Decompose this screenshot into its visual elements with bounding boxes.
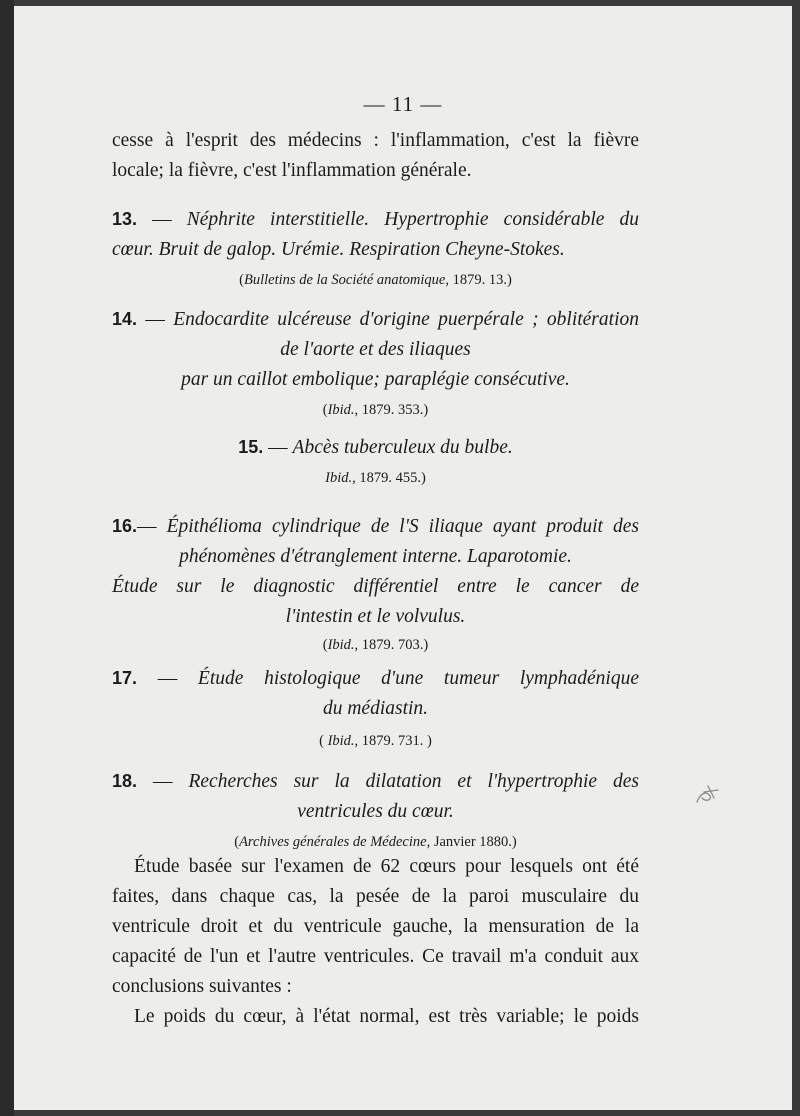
- reference-source: Ibid.: [327, 402, 355, 418]
- entry-number: 16.: [112, 516, 138, 536]
- entry-reference: (Ibid., 1879. 353.): [322, 402, 429, 418]
- entry-title-line: Étude sur le diagnostic différentiel entre le cancer de: [112, 576, 639, 597]
- entry-title-line: Abcès tuberculeux du bulbe.: [292, 437, 513, 458]
- entry-title-line: phénomènes d'étranglement interne. Laparotomie.: [179, 546, 572, 567]
- reference-source: Ibid.: [325, 470, 353, 486]
- pencil-mark-icon: [694, 782, 720, 806]
- entry-number: 13.: [112, 209, 138, 229]
- reference-source: Ibid.: [327, 637, 355, 653]
- entry-number: 15.: [238, 437, 264, 457]
- entry-title-line: Étude histologique d'une tumeur lymphadénique: [197, 668, 639, 689]
- entry-title-line: Endocardite ulcéreuse d'origine puerpérale ; oblitération: [173, 309, 639, 330]
- entry-number: 17.: [112, 668, 138, 688]
- body-line: faites, dans chaque cas, la pesée de la paroi musculaire du: [112, 886, 639, 907]
- entry-number: 18.: [112, 771, 138, 791]
- page-number: — 11 —: [363, 92, 443, 116]
- reference-source: Archives générales de Médecine: [239, 834, 427, 850]
- entry-title-line: Recherches sur la dilatation et l'hypertrophie des: [188, 771, 640, 792]
- intro-paragraph: [112, 126, 639, 186]
- entry-reference: Ibid., 1879. 455.): [325, 470, 426, 486]
- reference-source: Ibid.: [327, 733, 355, 749]
- scan-edge: [0, 0, 14, 1116]
- entry-13: [112, 204, 639, 291]
- entry-14: [112, 304, 639, 421]
- entry-dash: —: [263, 437, 293, 458]
- intro-line: locale; la fièvre, c'est l'inflammation générale.: [112, 160, 472, 181]
- entry-title-line: de l'aorte et des iliaques: [280, 339, 471, 360]
- entry-reference: (Bulletins de la Société anatomique, 1879. 13.): [239, 272, 512, 288]
- entry-15: [112, 432, 639, 489]
- entry-number: 14.: [112, 309, 138, 329]
- body-line: capacité de l'un et l'autre ventricules. Ce travail m'a conduit aux: [112, 946, 639, 967]
- body-line: ventricule droit et du ventricule gauche, la mensuration de la: [112, 916, 639, 937]
- entry-reference: (Archives générales de Médecine, Janvier 1880.): [234, 834, 517, 850]
- entry-title-line: du médiastin.: [322, 698, 429, 719]
- document-page: [14, 6, 792, 1110]
- entry-title-line: ventricules du cœur.: [297, 801, 454, 822]
- body-paragraph: [112, 852, 639, 1032]
- body-line: conclusions suivantes :: [112, 976, 292, 997]
- entry-title-line: Néphrite interstitielle. Hypertrophie considérable du: [186, 209, 639, 230]
- entry-16: [112, 511, 639, 656]
- entry-reference: ( Ibid., 1879. 731. ): [319, 733, 432, 749]
- entry-dash: —: [137, 668, 198, 689]
- entry-dash: —: [137, 209, 187, 230]
- intro-line: cesse à l'esprit des médecins : l'inflammation, c'est la fièvre: [112, 130, 639, 151]
- entry-dash: —: [137, 771, 189, 792]
- entry-title-line: cœur. Bruit de galop. Urémie. Respiration Cheyne-Stokes.: [112, 239, 565, 260]
- reference-source: Bulletins de la Société anatomique: [244, 272, 446, 288]
- entry-reference: (Ibid., 1879. 703.): [322, 637, 429, 653]
- entry-dash: —: [137, 309, 174, 330]
- body-line: Le poids du cœur, à l'état normal, est très variable; le poids: [134, 1006, 639, 1027]
- entry-dash: —: [137, 516, 167, 537]
- entry-17: [112, 663, 639, 752]
- body-line: Étude basée sur l'examen de 62 cœurs pour lesquels ont été: [134, 856, 639, 877]
- entry-title-line: par un caillot embolique; paraplégie consécutive.: [181, 369, 570, 390]
- entry-title-line: Épithélioma cylindrique de l'S iliaque ayant produit des: [166, 516, 640, 537]
- entry-title-line: l'intestin et le volvulus.: [285, 606, 466, 627]
- entry-18: [112, 766, 639, 853]
